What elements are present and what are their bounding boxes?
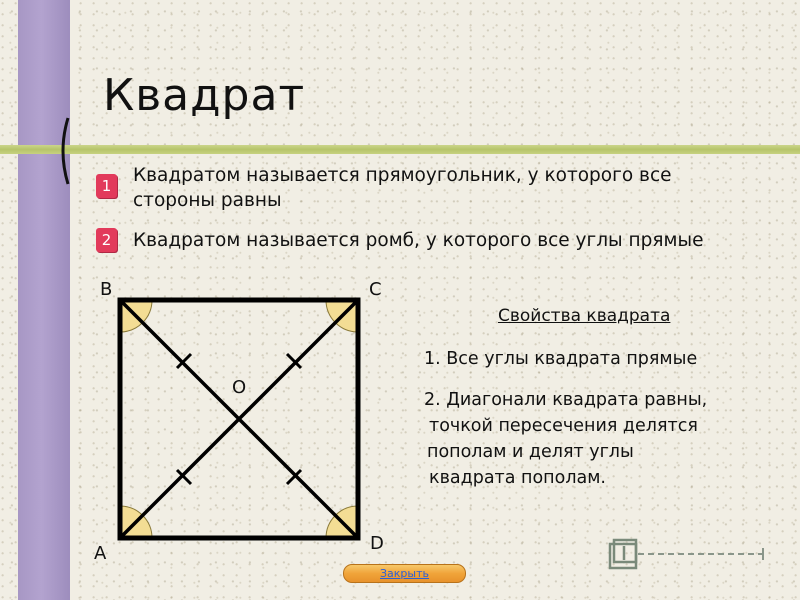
definition-badge-1: 1 (96, 174, 117, 198)
definition-2: Квадратом называется ромб, у которого все углы прямые (133, 230, 704, 251)
vertex-label-b: B (100, 279, 113, 300)
definition-1-line-2: стороны равны (133, 190, 282, 211)
vertex-label-a: A (94, 543, 107, 564)
definition-1-line-1: Квадратом называется прямоугольник, у которого все (133, 165, 672, 186)
property-2 (424, 387, 707, 491)
center-label-o: O (232, 377, 247, 398)
return-arrow-icon[interactable] (608, 538, 768, 572)
property-2-line-2: точкой пересечения делятся (429, 416, 698, 436)
property-2-line-1: 2. Диагонали квадрата равны, (424, 390, 708, 410)
vertex-label-c: C (369, 279, 382, 300)
slide-title: Квадрат (103, 70, 306, 121)
property-1: 1. Все углы квадрата прямые (424, 349, 698, 369)
definition-badge-2: 2 (96, 228, 117, 252)
close-button[interactable]: Закрыть (343, 564, 466, 583)
property-2-line-3: пополам и делят углы (427, 442, 634, 462)
vertex-label-d: D (370, 533, 384, 554)
property-2-line-4: квадрата пополам. (429, 468, 606, 488)
properties-heading: Свойства квадрата (498, 306, 671, 326)
